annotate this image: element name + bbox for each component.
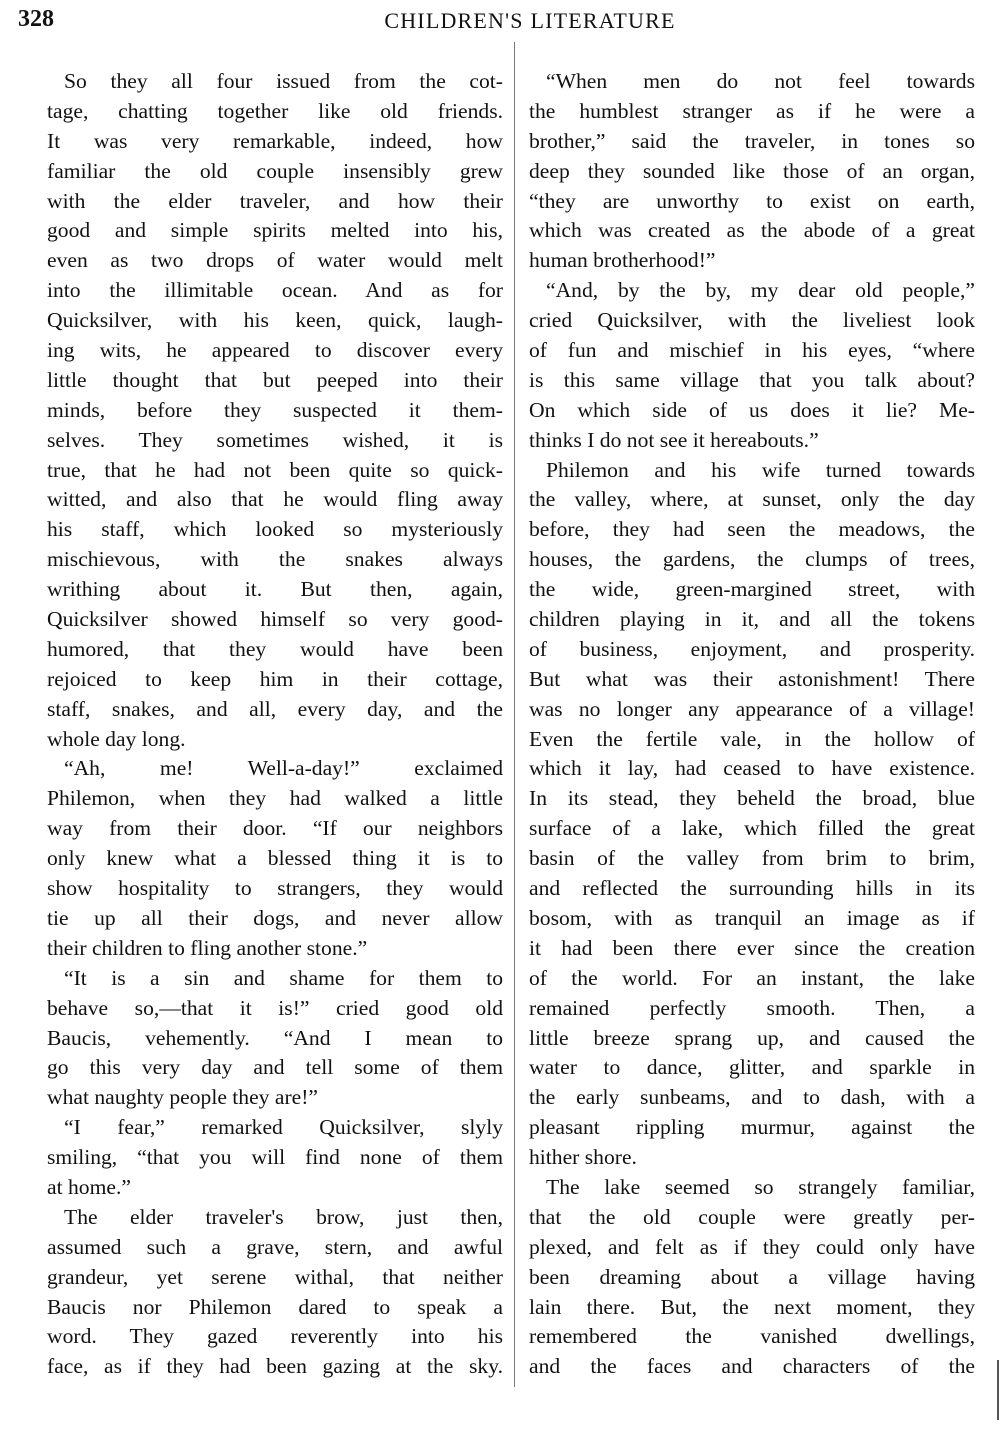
text-line: “I fear,” remarked Quicksilver, slyly [64,1115,503,1140]
text-line: what naughty people they are!” [47,1085,319,1110]
text-line: little thought that but peeped into their [47,367,503,392]
text-line: rejoiced to keep him in their cottage, [47,666,503,691]
text-line: brother,” said the traveler, in tones so [529,128,975,153]
running-title: CHILDREN'S LITERATURE [384,8,676,33]
text-line: behave so,—that it is!” cried good old [47,995,503,1020]
text-line: Philemon, when they had walked a little [47,786,503,811]
text-line: In its stead, they beheld the broad, blue [529,786,975,811]
text-line: and the faces and characters of the [529,1354,975,1379]
text-line: “Ah, me! Well-a-day!” exclaimed [64,756,503,781]
text-line: writhing about it. But then, again, [47,577,503,602]
text-line: deep they sounded like those of an organ, [529,158,975,183]
text-line: that the old couple were greatly per- [529,1204,975,1229]
text-line: the humblest stranger as if he were a [529,98,975,123]
text-line: familiar the old couple insensibly grew [47,158,503,183]
text-line: witted, and also that he would fling away [47,487,503,512]
text-line: lain there. But, the next moment, they [529,1294,975,1319]
text-line: plexed, and felt as if they could only have [529,1234,975,1259]
text-line: of business, enjoyment, and prosperity. [529,636,975,661]
text-line: On which side of us does it lie? Me- [529,397,975,422]
text-line: ing wits, he appeared to discover every [47,338,503,363]
paragraph [529,67,975,276]
text-line: cried Quicksilver, with the liveliest look [529,308,975,333]
text-line: the valley, where, at sunset, only the day [529,487,975,512]
text-line: word. They gazed reverently into his [47,1324,503,1349]
text-line: which was created as the abode of a great [529,218,975,243]
text-line: of the world. For an instant, the lake [529,965,975,990]
text-line: water to dance, glitter, and sparkle in [529,1055,975,1080]
text-line: was no longer any appearance of a village! [529,696,975,721]
text-line: assumed such a grave, stern, and awful [47,1234,503,1259]
text-line: whole day long. [47,726,186,751]
paragraph [529,276,975,455]
paragraph [47,964,503,1113]
text-line: The lake seemed so strangely familiar, [546,1174,975,1199]
text-line: of fun and mischief in his eyes, “where [529,338,975,363]
paragraph [529,456,975,1173]
text-line: way from their door. “If our neighbors [47,816,503,841]
text-line: “It is a sin and shame for them to [64,965,503,990]
text-line: human brotherhood!” [529,248,716,273]
text-line: smiling, “that you will find none of them [47,1145,503,1170]
text-line: at home.” [47,1174,131,1199]
text-line: houses, the gardens, the clumps of trees, [529,547,975,572]
paragraph [47,754,503,963]
text-line: with the elder traveler, and how their [47,188,503,213]
text-line: children playing in it, and all the tokens [529,607,975,632]
text-line: Quicksilver showed himself so very good- [47,607,503,632]
text-line: tage, chatting together like old friends. [47,98,503,123]
text-line: their children to fling another stone.” [47,935,368,960]
left-column [47,67,503,1382]
text-line: pleasant rippling murmur, against the [529,1115,975,1140]
page-edge-mark [997,1360,999,1420]
text-line: remembered the vanished dwellings, [529,1324,975,1349]
text-line: go this very day and tell some of them [47,1055,503,1080]
text-line: thinks I do not see it hereabouts.” [529,427,819,452]
text-line: true, that he had not been quite so quick- [47,457,503,482]
text-line: The elder traveler's brow, just then, [64,1204,503,1229]
text-line: hither shore. [529,1145,637,1170]
text-line: good and simple spirits melted into his, [47,218,503,243]
paragraph [47,67,503,754]
text-line: surface of a lake, which filled the great [529,816,975,841]
page-number: 328 [18,6,54,32]
text-line: “they are unworthy to exist on earth, [529,188,975,213]
text-line: is this same village that you talk about? [529,367,975,392]
text-line: Philemon and his wife turned towards [546,457,975,482]
text-line: only knew what a blessed thing it is to [47,846,503,871]
text-line: Baucis nor Philemon dared to speak a [47,1294,503,1319]
text-line: Baucis, vehemently. “And I mean to [47,1025,503,1050]
paragraph [47,1203,503,1382]
text-line: little breeze sprang up, and caused the [529,1025,975,1050]
text-line: show hospitality to strangers, they would [47,876,503,901]
text-line: the early sunbeams, and to dash, with a [529,1085,975,1110]
text-line: remained perfectly smooth. Then, a [529,995,975,1020]
text-line: grandeur, yet serene withal, that neither [47,1264,503,1289]
text-line: been dreaming about a village having [529,1264,975,1289]
text-line: before, they had seen the meadows, the [529,517,975,542]
text-line: “And, by the by, my dear old people,” [546,278,975,303]
text-line: the wide, green-margined street, with [529,577,975,602]
text-line: So they all four issued from the cot- [64,69,503,93]
paragraph [47,1113,503,1203]
text-line: which it lay, had ceased to have existence. [529,756,975,781]
text-line: face, as if they had been gazing at the sky. [47,1354,503,1379]
text-line: Even the fertile vale, in the hollow of [529,726,975,751]
text-line: It was very remarkable, indeed, how [47,128,503,153]
text-line: and reflected the surrounding hills in its [529,876,975,901]
text-line: selves. They sometimes wished, it is [47,427,503,452]
text-line: mischievous, with the snakes always [47,547,503,572]
right-column [529,67,975,1382]
text-line: “When men do not feel towards [546,69,975,93]
text-line: basin of the valley from brim to brim, [529,846,975,871]
text-line: even as two drops of water would melt [47,248,503,273]
text-line: staff, snakes, and all, every day, and the [47,696,503,721]
text-line: minds, before they suspected it them- [47,397,503,422]
text-line: tie up all their dogs, and never allow [47,905,503,930]
text-line: bosom, with as tranquil an image as if [529,905,975,930]
paragraph [529,1173,975,1382]
text-line: into the illimitable ocean. And as for [47,278,503,303]
text-line: humored, that they would have been [47,636,503,661]
text-line: it had been there ever since the creation [529,935,975,960]
text-line: But what was their astonishment! There [529,666,975,691]
text-line: his staff, which looked so mysteriously [47,517,503,542]
column-divider [514,42,515,1387]
text-line: Quicksilver, with his keen, quick, laugh- [47,308,503,333]
